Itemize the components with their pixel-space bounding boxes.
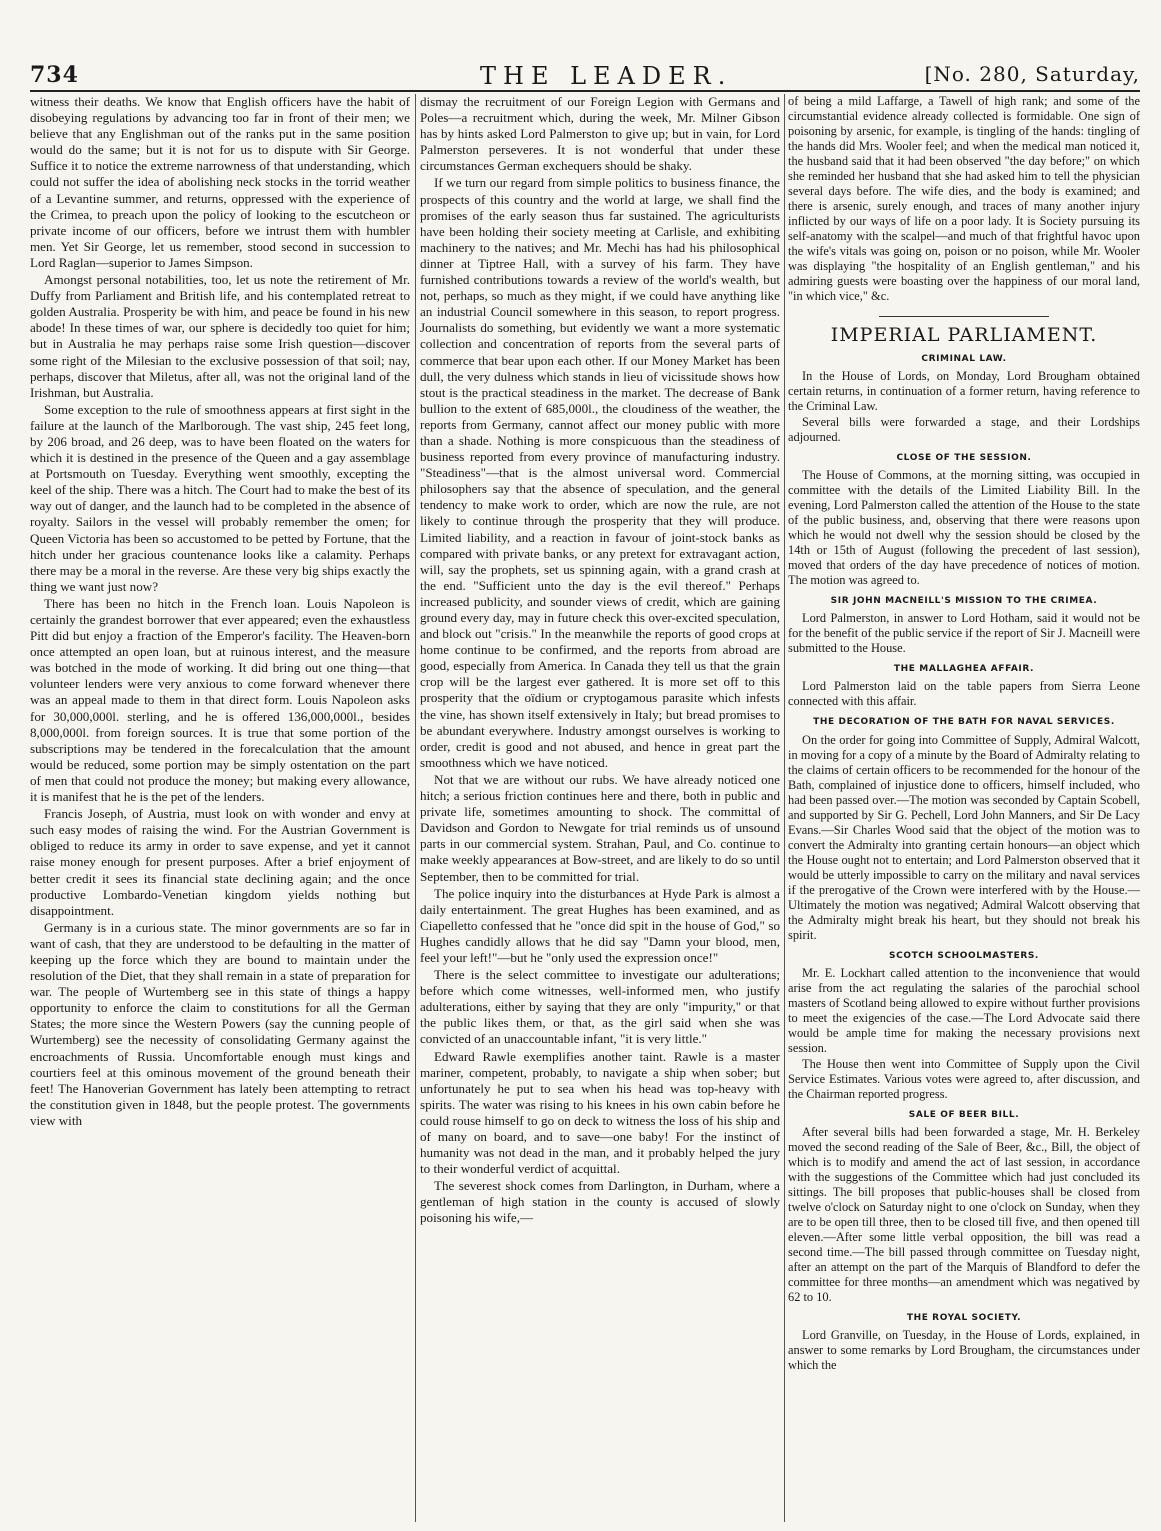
section-heading: IMPERIAL PARLIAMENT. [830,324,1098,346]
paragraph: Mr. E. Lockhart called attention to the inconvenience that would arise from the act regulating the salaries of the parochial school masters of Scotland being allowed to expire without further provisions to meet the exigencies of the case.—The Lord Advocate said there would be ample time for making the necessary provisions next session. [788,965,1140,1055]
paragraph: Several bills were forwarded a stage, and their Lordships adjourned. [788,415,1140,445]
paragraph: of being a mild Laffarge, a Tawell of high rank; and some of the circumstantial evidence already collected is formidable. One sign of poisoning by arsenic, for example, is tingling of the hands: tingling of the hands did Mrs. Wooler feel; and when the medical man noticed it, the husband said that it had been observed "the day before;" on which she reminded her husband that she had asked him to tell the physician several days before. The wife dies, and the body is examined; and there is arsenic, surely enough, and traces of many another injury inflicted by our ways of life on a poor lady. It is Society pursuing its self-anatomy with the scalpel—and much of that frightful havoc upon the wife's vitals was going on, poison or no poison, while Mr. Wooler was displaying "the hospitality of an English gentleman," and his admiring guests were boasting over the happiness of our moral land, "in which vice," &c. [788,94,1140,303]
paragraph: Lord Palmerston, in answer to Lord Hotham, said it would not be for the benefit of the public service if the report of Sir J. Macneill were submitted to the House. [788,611,1140,656]
column-1 [30,94,410,1524]
subheading: CLOSE OF THE SESSION. [896,453,1032,464]
masthead-rule [30,90,1140,92]
subheading: CRIMINAL LAW. [921,354,1007,365]
subheading: THE ROYAL SOCIETY. [906,1312,1022,1323]
subheading: SCOTCH SCHOOLMASTERS. [889,950,1039,961]
paragraph: If we turn our regard from simple politics to business finance, the prospects of this country and the world at large, we shall find the promises of the early season thus far sustained. The agriculturists have been holding their society meeting at Carlisle, and exhibiting machinery to the natives; and Mr. Mechi has had his philosophical dinner at Tiptree Hall, with a survey of his farm. They have furnished contributions towards a review of the world's wealth, but not, perhaps, so much as they might, if we could have anything like an industrial Council somewhere in this season, to report progress. Journalists do something, but evidently we want a more systematic collection and concentration of reports from the several parts of commerce that bear upon each other. If our Money Market has been dull, the very dulness which stands in lieu of vicissitude shows how stout is the practical steadiness in the market. The decrease of Bank bullion to the extent of 685,000l., the cloudiness of the weather, the reports from Germany, cannot affect our money public with more than a shade. Nothing is more conspicuous than the steadiness of business reported from every province of manufacturing industry. "Steadiness"—that is the almost universal word. Commercial philosophers say that the absence of speculation, and the general tendency to make work to order, which are now the rule, are not likely to continue through the prosperity that they will produce. Limited liability, and a reaction in favour of joint-stock banks as compared with private banks, or any pretext for extravagant action, will, say the prophets, set us spinning again, with a grand crash at the end. "Sufficient unto the day is the evil thereof." Perhaps increased publicity, and sounder views of credit, which are gaining ground every day, may in future check this over-excited speculation, and block out "crisis." In the meanwhile the reports of good crops at home continue to be confirmed, and the reports from abroad are good, especially from America. In Canada they tell us that the grain crop will be the largest ever gathered. It is more set off to this prosperity that the oïdium or cryptogamous parasite which infests the vine, has shown itself extensively in Italy; but bread promises to be abundant everywhere. Industry amongst ourselves is working to order, credit is good and not abused, and hence in great part the smoothness which we have noticed. [420,175,780,770]
page-number: 734 [30,62,79,88]
paragraph: The severest shock comes from Darlington, in Durham, where a gentleman of high station in the county is accused of slowly poisoning his wife,— [420,1178,780,1226]
issue-line: [No. 280, Saturday, [924,62,1140,86]
newspaper-title: THE LEADER. [480,62,733,90]
paragraph: witness their deaths. We know that English officers have the habit of disobeying regulations by advancing too far in front of their men; we believe that any Englishman out of the ranks put in the same position would do the same; but it is not for us to dispute with Sir George. Suffice it to notice the extreme narrowness of that understanding, which could not suffer the idea of abolishing neck stocks in the torrid weather of a Levantine summer, and returns, oppressed with the experience of the Crimea, to preach upon the policy of looking to the escutcheon or private income of our officers, before we intrust them with humbler men. Yet Sir George, let us remember, stood second in succession to Lord Raglan—superior to James Simpson. [30,94,410,270]
paragraph: The police inquiry into the disturbances at Hyde Park is almost a daily entertainment. The great Hughes has been examined, and as Ciapelletto confessed that he "once did spit in the house of God," so Hughes candidly allows that he did say "Damn your blood, men, feel your left!"—but he "only used the expression once!" [420,885,780,965]
column-2 [420,94,780,1524]
section-rule [879,316,1049,317]
paragraph: In the House of Lords, on Monday, Lord Brougham obtained certain returns, in continuation of a former return, having reference to the Criminal Law. [788,369,1140,414]
paragraph: The House of Commons, at the morning sitting, was occupied in committee with the details of the Limited Liability Bill. In the evening, Lord Palmerston called the attention of the House to the state of the public business, and, observing that there were reasons upon which he would not dwell why the session should be closed by the 14th or 15th of August (following the precedent of last session), moved that orders of the day have precedence of notices of motion. The motion was agreed to. [788,468,1140,588]
subheading: THE MALLAGHEA AFFAIR. [893,664,1035,675]
paragraph: Francis Joseph, of Austria, must look on with wonder and envy at such easy modes of raising the wind. For the Austrian Government is obliged to reduce its army in order to save expense, and yet it cannot raise money enough for present purposes. After a brief enjoyment of better credit it sees its financial state declining again; and the once productive Lombardo-Venetian kingdom yields nothing but disappointment. [30,806,410,918]
subheading: THE DECORATION OF THE BATH FOR NAVAL SERVICES. [813,717,1115,728]
paragraph: dismay the recruitment of our Foreign Legion with Germans and Poles—a recruitment which, during the week, Mr. Milner Gibson has by hints asked Lord Palmerston to give up; but in vain, for Lord Palmerston perseveres. It is not wonderful that under these circumstances German exchequers should be shaky. [420,94,780,174]
paragraph: Lord Palmerston laid on the table papers from Sierra Leone connected with this affair. [788,679,1140,709]
paragraph: Lord Granville, on Tuesday, in the House of Lords, explained, in answer to some remarks by Lord Brougham, the circumstances under which the [788,1327,1140,1372]
paragraph: Edward Rawle exemplifies another taint. Rawle is a master mariner, competent, probably, to navigate a ship when sober; but unfortunately he put to sea when his head was top-heavy with spirits. The water was rising to his knees in his own cabin before he could rouse himself to go on deck to witness the loss of his ship and of many on board, and to save—one baby! For the instinct of humanity was not dead in the man, and it probably helped the jury to their wonderful verdict of acquittal. [420,1048,780,1177]
paragraph: Amongst personal notabilities, too, let us note the retirement of Mr. Duffy from Parliament and British life, and his contemplated retreat to golden Australia. Prosperity be with him, and peace be found in his new abode! In these times of war, our sphere is decidedly too quiet for him; but in Australia he may perhaps raise some Irish question—discover some right of the Milesian to the exclusive possession of that soil; nay, perhaps, discover that Miletus, after all, was not the original land of the Irishman, but Australia. [30,272,410,400]
paragraph: Some exception to the rule of smoothness appears at first sight in the failure at the launch of the Marlborough. The vast ship, 245 feet long, by 206 broad, and 26 deep, was to have been floated on the waters for which it is destined in the presence of the Queen and a gay assemblage at Portsmouth on Tuesday. Everything went smoothly, excepting the keel of the ship. There was a hitch. The Court had to make the best of its way out of danger, and the launch had to be completed in the absence of royalty. Sailors in the vessel will probably remember the omen; for Queen Victoria has been so accustomed to be petted by Fortune, that the hitch under her gracious countenance looks like a calamity. Perhaps there may be a moral in the reverse. Are these very big ships exactly the thing we want just now? [30,401,410,594]
masthead [30,62,1140,88]
column-3 [788,94,1140,1524]
paragraph: There has been no hitch in the French loan. Louis Napoleon is certainly the grandest borrower that ever appeared; even the exhaustless Pitt did but enjoy a fraction of the Emperor's facility. The Heaven-born once attempted an open loan, but at ruinous interest, and the measure was botched in the mode of working. It did bring out one thing—that volunteer lenders were very anxious to come forward whenever there was an appeal made to them in that direct form. Louis Napoleon asks for 30,000,000l. sterling, and he is offered 136,000,000l., besides 8,000,000l. from foreign sources. It is true that some portion of the subscriptions may be tendered in the forecalculation that the amount would be reduced, some portion may be simply ostentation on the part of men that could not produce the money; but making every allowance, it is manifest that he is the pet of the lenders. [30,595,410,805]
paragraph: Not that we are without our rubs. We have already noticed one hitch; a serious friction continues here and there, both in public and private life, sometimes amounting to shock. The committal of Davidson and Gordon to Newgate for trial reminds us of unsound parts in our commercial system. Strahan, Paul, and Co. continue to make weekly appearances at Bow-street, and are likely to do so until September, then to be committed for trial. [420,771,780,884]
subheading: SALE OF BEER BILL. [908,1109,1020,1120]
paragraph: There is the select committee to investigate our adulterations; before which come witnesses, well-informed men, who justify adulterations, either by saying that they are only "impurity," or that the public likes them, or that, as the girl said when she was convicted of an unaccountable infant, "it is very little." [420,967,780,1047]
paragraph: On the order for going into Committee of Supply, Admiral Walcott, in moving for a copy of a minute by the Board of Admiralty relating to the claims of certain officers to be recommended for the honour of the Bath, complained of injustice done to officers, himself included, who had been passed over.—The motion was seconded by Captain Scobell, and supported by Sir G. Pechell, Lord John Manners, and Sir De Lacy Evans.—Sir Charles Wood said that the object of the motion was to convert the Admiralty into granting certain honours—an object which the House ought not to entertain; and Lord Palmerston observed that it would be utterly impossible to carry on the military and naval services if the prerogative of the Crown were interfered with by the House.—Ultimately the motion was negatived; Admiral Walcott observing that the Admiralty might break his heart, but they should not break his spirit. [788,732,1140,942]
subheading: SIR JOHN MACNEILL'S MISSION TO THE CRIMEA. [830,596,1098,607]
column-divider [784,94,785,1522]
paragraph: Germany is in a curious state. The minor governments are so far in want of cash, that they are understood to be defaulting in the matter of keeping up the force which they are bound to maintain under the resolution of the Diet, that they shall remain in a state of preparation for war. The people of Wurtemberg see in this state of things a happy opportunity to enforce the claim to constitutions for all the German States; the more since the Western Powers (say the cunning people of Wurtemberg) see the necessity of consolidating Germany against the encroachments of Russia. Uncomfortable enough must kings and courtiers feel at this ominous movement of the ground beneath their feet! The Hanoverian Government has lately been attempting to retract the constitution given in 1848, but the people protest. The governments view with [30,919,410,1128]
column-divider [415,94,416,1522]
paragraph: The House then went into Committee of Supply upon the Civil Service Estimates. Various votes were agreed to, after discussion, and the Chairman reported progress. [788,1056,1140,1101]
paragraph: After several bills had been forwarded a stage, Mr. H. Berkeley moved the second reading of the Sale of Beer, &c., Bill, the object of which is to modify and amend the act of last session, in accordance with the suggestions of the Committee which had just concluded its sittings. The bill proposes that public-houses shall be closed from twelve o'clock on Saturday night to one o'clock on Sunday, when they are to be open till three, then to be closed till five, and then opened till eleven.—After some little verbal opposition, the bill was read a second time.—The bill passed through committee on Tuesday night, after an attempt on the part of the Marquis of Blandford to defer the committee for three months—an amendment which was negatived by 62 to 10. [788,1124,1140,1304]
